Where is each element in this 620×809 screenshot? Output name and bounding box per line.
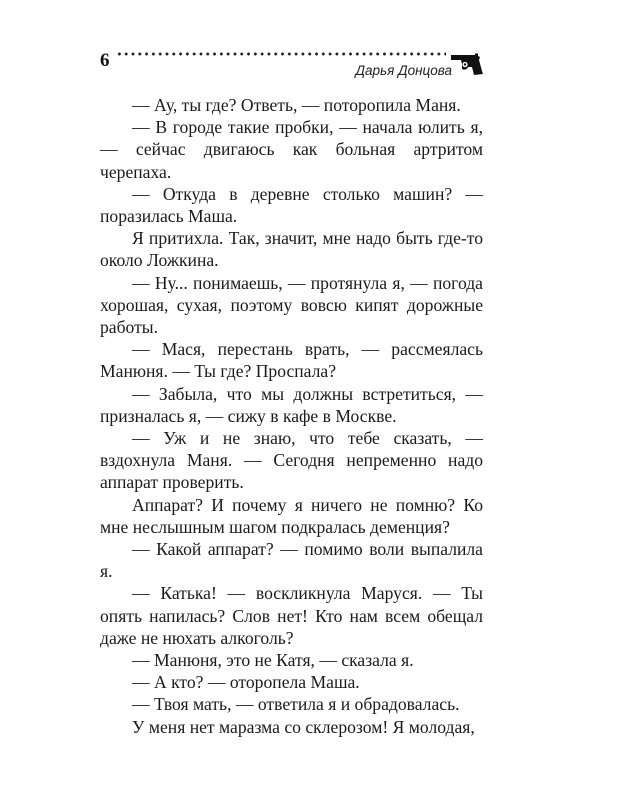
paragraph: Аппарат? И почему я ничего не помню? Ко мне неслышным шагом подкралась деменция?: [100, 494, 483, 537]
paragraph: — Забыла, что мы должны встретиться, — призналась я, — сижу в кафе в Москве.: [100, 383, 483, 426]
dotted-rule: [116, 51, 446, 57]
paragraph: — Твоя мать, — ответила я и обрадовалась.: [132, 694, 460, 715]
paragraph: — Уж и не знаю, что тебе сказать, — вздохнула Маня. — Сегодня непременно надо аппарат проверить.: [100, 428, 483, 493]
paragraph: — Катька! — воскликнула Маруся. — Ты опять напилась? Слов нет! Кто нам всем обещал даже не нюхать алкоголь?: [100, 583, 483, 648]
paragraph: — В городе такие пробки, — начала юлить я, — сейчас двигаюсь как больная артритом черепаха.: [100, 117, 483, 182]
paragraph: У меня нет маразма со склерозом! Я молодая,: [132, 716, 475, 737]
page-number: 6: [100, 50, 110, 71]
body-text: [100, 94, 483, 738]
paragraph: — Какой аппарат? — помимо воли выпалила я.: [100, 539, 483, 582]
paragraph: — Ну... понимаешь, — протянула я, — погода хорошая, сухая, поэтому вовсю кипят дорожные работы.: [100, 272, 483, 338]
paragraph: — А кто? — оторопела Маша.: [132, 672, 360, 693]
paragraph: — Откуда в деревне столько машин? — поразилась Маша.: [100, 183, 483, 227]
paragraph: — Ау, ты где? Ответь, — поторопила Маня.: [132, 95, 461, 115]
paragraph: — Мася, перестань врать, — рассмеялась Манюня. — Ты где? Проспала?: [100, 339, 483, 382]
paragraph: — Манюня, это не Катя, — сказала я.: [132, 650, 414, 671]
revolver-icon: [450, 52, 484, 76]
running-header: [100, 48, 490, 88]
paragraph: Я притихла. Так, значит, мне надо быть где-то около Ложкина.: [100, 228, 483, 271]
author-name: Дарья Донцова: [355, 63, 452, 78]
